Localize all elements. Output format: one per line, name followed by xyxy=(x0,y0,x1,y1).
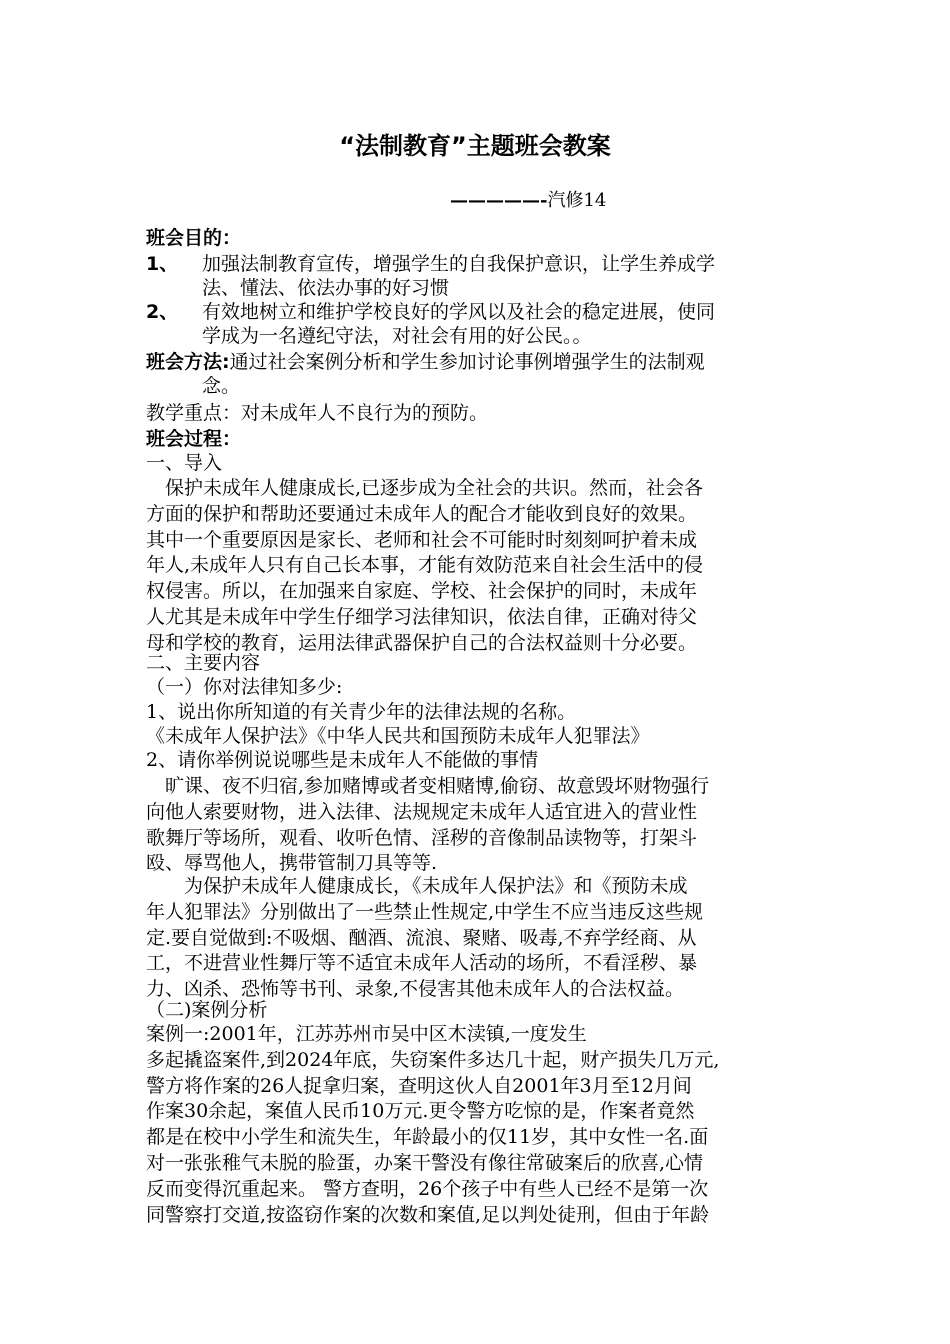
law-line: 力、凶杀、恐怖等书刊、录象,不侵害其他未成年人的合法权益。 xyxy=(146,978,685,1001)
intro-line: 权侵害。所以，在加强来自家庭、学校、社会保护的同时，未成年 xyxy=(146,580,698,603)
question-2-paragraph xyxy=(146,774,810,877)
case-line: 对一张张稚气未脱的脸蛋，办案干警没有像往常破案后的欣喜,心情 xyxy=(146,1151,704,1174)
goal-2-number: 2、 xyxy=(146,301,179,323)
goal-heading: 班会目的： xyxy=(146,227,242,249)
teaching-focus: 教学重点：对未成年人不良行为的预防。 xyxy=(146,402,489,424)
goal-2-line-2: 学成为一名遵纪守法，对社会有用的好公民。。 xyxy=(202,325,592,347)
case-line: 作案30余起，案值人民币10万元.更令警方吃惊的是，作案者竟然 xyxy=(146,1100,695,1123)
intro-line: 保护未成年人健康成长,已逐步成为全社会的共识。然而，社会各 xyxy=(146,477,704,499)
method-label: 班会方法: xyxy=(146,351,230,373)
case-line: 同警察打交道,按盗窃作案的次数和案值,足以判处徒刑，但由于年龄 xyxy=(146,1203,710,1226)
intro-line: 其中一个重要原因是家长、老师和社会不可能时时刻刻呵护着未成 xyxy=(146,528,698,551)
case-line: 都是在校中小学生和流失生，年龄最小的仅11岁，其中女性一名.面 xyxy=(146,1126,709,1149)
intro-paragraph xyxy=(146,476,810,657)
case-line: 多起撬盗案件,到2024年底，失窃案件多达几十起，财产损失几万元, xyxy=(146,1048,720,1071)
intro-line: 年人,未成年人只有自己长本事，才能有效防范来自社会生活中的侵 xyxy=(146,554,704,577)
section-intro-heading: 一、导入 xyxy=(146,452,223,474)
question-2: 2、请你举例说说哪些是未成年人不能做的事情 xyxy=(146,749,539,771)
case-paragraph xyxy=(146,1022,810,1228)
document-title: “法制教育”主题班会教案 xyxy=(339,132,611,160)
intro-line: 方面的保护和帮助还要通过未成年人的配合才能收到良好的效果。 xyxy=(146,502,698,525)
byline-dash: —————- xyxy=(450,190,548,211)
goal-2-line-1: 有效地树立和维护学校良好的学风以及社会的稳定进展，使同 xyxy=(202,301,716,323)
method-line-1 xyxy=(146,350,705,376)
intro-line: 母和学校的教育，运用法律武器保护自己的合法权益则十分必要。 xyxy=(146,631,698,654)
byline-class: 汽修14 xyxy=(547,190,607,211)
subsection-2-heading: （二)案例分析 xyxy=(146,999,268,1021)
byline xyxy=(450,188,606,214)
goal-1-line-1: 加强法制教育宣传，增强学生的自我保护意识，让学生养成学 xyxy=(202,253,716,275)
question-1-answer: 《未成年人保护法》《中华人民共和国预防未成年人犯罪法》 xyxy=(146,725,650,747)
process-heading: 班会过程： xyxy=(146,428,242,450)
case-line: 案例一:2001年，江苏苏州市吴中区木渎镇,一度发生 xyxy=(146,1023,587,1045)
case-line: 反而变得沉重起来。 警方查明，26个孩子中有些人已经不是第一次 xyxy=(146,1177,709,1200)
law-line: 年人犯罪法》分别做出了一些禁止性规定,中学生不应当违反这些规 xyxy=(146,900,704,923)
law-line: 工，不进营业性舞厅等不适宜未成年人活动的场所，不看淫秽、暴 xyxy=(146,952,698,975)
law-line: 定.要自觉做到:不吸烟、酗酒、流浪、聚赌、吸毒,不弃学经商、从 xyxy=(146,926,697,949)
goal-1-number: 1、 xyxy=(146,253,179,275)
question-2-line: 殴、辱骂他人，携带管制刀具等等. xyxy=(146,852,438,875)
question-2-line: 歌舞厅等场所，观看、收听色情、淫秽的音像制品读物等，打架斗 xyxy=(146,826,698,849)
question-1: 1、说出你所知道的有关青少年的法律法规的名称。 xyxy=(146,701,577,723)
method-line-2: 念。 xyxy=(202,375,241,397)
question-2-line: 旷课、夜不归宿,参加赌博或者变相赌博,偷窃、故意毁坏财物强行 xyxy=(146,775,710,797)
law-paragraph xyxy=(146,874,810,1003)
question-2-line: 向他人索要财物，进入法律、法规规定未成年人适宜进入的营业性 xyxy=(146,800,698,823)
method-text: 通过社会案例分析和学生参加讨论事例增强学生的法制观 xyxy=(229,351,705,373)
case-line: 警方将作案的26人捉拿归案，查明这伙人自2001年3月至12月间 xyxy=(146,1074,692,1097)
subsection-1-heading: （一）你对法律知多少: xyxy=(146,676,343,698)
section-main-heading: 二、主要内容 xyxy=(146,652,261,674)
intro-line: 人尤其是未成年中学生仔细学习法律知识，依法自律，正确对待父 xyxy=(146,605,698,628)
law-line: 为保护未成年人健康成长，《未成年人保护法》和《预防未成 xyxy=(146,875,688,897)
goal-1-line-2: 法、懂法、依法办事的好习惯 xyxy=(202,277,450,299)
